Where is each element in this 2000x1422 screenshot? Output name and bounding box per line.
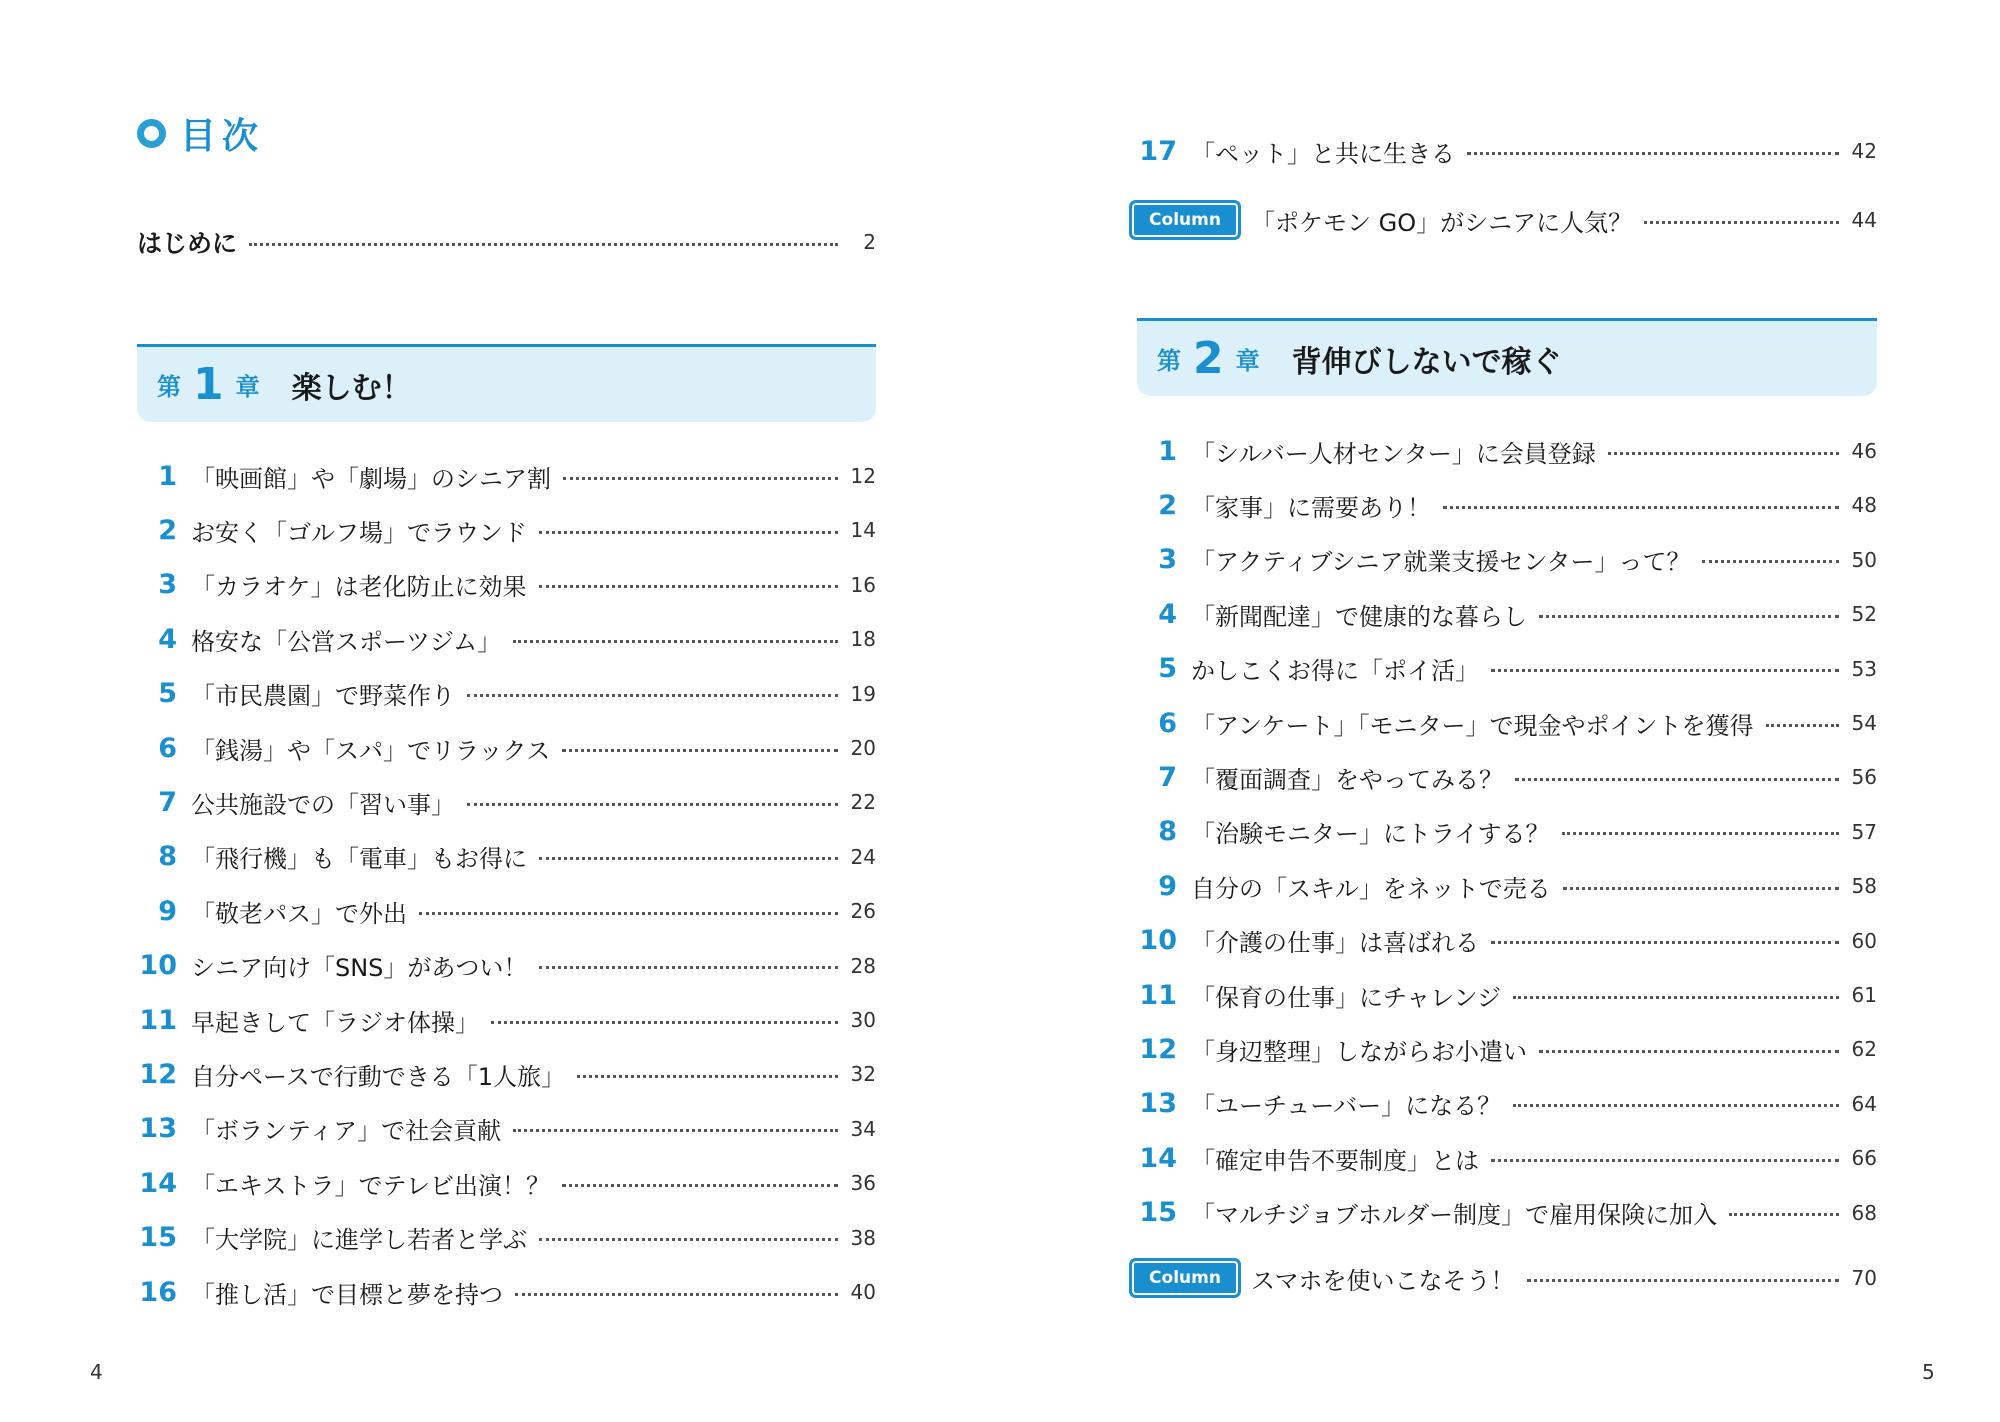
chapter-sho: 章 (235, 373, 260, 401)
leader-dots (1644, 221, 1839, 224)
leader-dots (513, 1129, 838, 1132)
leader-dots (419, 912, 838, 915)
entry-title: 「映画館」や「劇場」のシニア割 (191, 464, 551, 493)
leader-dots (562, 749, 838, 752)
entry-title: 「確定申告不要制度」とは (1191, 1146, 1479, 1175)
entry-title: 「大学院」に進学し若者と学ぶ (191, 1226, 527, 1255)
entry-title: 格安な「公営スポーツジム」 (191, 627, 502, 656)
entry-number: 7 (158, 786, 177, 818)
leader-dots (1515, 778, 1839, 781)
entry-page: 42 (1851, 139, 1877, 163)
entry-title: 「敬老パス」で外出 (191, 899, 407, 928)
toc-entry[interactable] (1137, 1138, 1877, 1178)
entry-number: 11 (139, 1004, 177, 1036)
entry-number: 9 (158, 895, 177, 927)
toc-entry[interactable] (137, 510, 876, 550)
entry-title: 「カラオケ」は老化防止に効果 (191, 573, 527, 602)
entry-number: 1 (158, 460, 177, 492)
entry-title: 公共施設での「習い事」 (191, 790, 455, 819)
entry-page: 30 (850, 1008, 876, 1032)
entry-page: 22 (850, 790, 876, 815)
entry-page: 20 (850, 736, 876, 760)
chapter-dai: 第 (1157, 347, 1181, 375)
entry-number: 4 (158, 623, 177, 655)
column-entry-2[interactable] (1137, 1258, 1877, 1298)
toc-entry[interactable] (1137, 921, 1877, 961)
entry-page: 57 (1851, 819, 1877, 844)
entry-page: 56 (1851, 765, 1877, 790)
toc-entry[interactable] (1137, 703, 1877, 743)
chapter-1-header (137, 344, 876, 422)
entry-page: 2 (863, 230, 876, 254)
entry-title: 「ペット」と共に生きる (1191, 139, 1455, 168)
entry-title: スマホを使いこなそう！ (1251, 1266, 1515, 1295)
entry-number: 4 (1158, 598, 1177, 630)
entry-page: 61 (1851, 983, 1877, 1007)
entry-number: 5 (158, 678, 177, 710)
entry-page: 64 (1851, 1091, 1877, 1116)
toc-entry[interactable] (137, 891, 876, 931)
chapter-number: 1 (193, 359, 224, 410)
entry-page: 54 (1851, 711, 1877, 735)
leader-dots (539, 531, 838, 534)
entry-page: 14 (850, 518, 876, 543)
toc-entry[interactable] (137, 1054, 876, 1094)
entry-title: 「マルチジョブホルダー制度」で雇用保険に加入 (1191, 1201, 1718, 1230)
toc-entry[interactable] (137, 1109, 876, 1149)
entry-number: 6 (1158, 707, 1177, 739)
chapter-title: 背伸びしないで稼ぐ (1291, 344, 1562, 380)
leader-dots (1513, 996, 1839, 999)
entry-number: 5 (1158, 653, 1177, 685)
entry-title: 「ユーチューバー」になる？ (1191, 1092, 1502, 1121)
toc-heading-text: 目次 (180, 116, 265, 157)
toc-entry[interactable] (1137, 1193, 1877, 1233)
entry-title: 「市民農園」で野菜作り (191, 682, 455, 711)
entry-number: 7 (1158, 761, 1177, 793)
entry-page: 12 (850, 464, 876, 488)
toc-entry[interactable] (1137, 975, 1877, 1015)
entry-title: 自分の「スキル」をネットで売る (1191, 874, 1551, 903)
entry-page: 68 (1851, 1200, 1877, 1225)
entry-title: 「ボランティア」で社会貢献 (191, 1117, 502, 1146)
entry-page: 50 (1851, 547, 1877, 572)
leader-dots (249, 243, 838, 246)
entry-title: 「アンケート」「モニター」で現金やポイントを獲得 (1191, 711, 1754, 740)
entry-page: 38 (850, 1225, 876, 1250)
leader-dots (1527, 1279, 1839, 1282)
entry-page: 18 (850, 627, 876, 652)
toc-entry[interactable] (1137, 431, 1877, 471)
entry-page: 24 (850, 844, 876, 869)
entry-title: 「銭湯」や「スパ」でリラックス (191, 736, 551, 765)
toc-entry[interactable] (137, 619, 876, 659)
entry-page: 32 (850, 1062, 876, 1087)
entry-number: 2 (1158, 489, 1177, 521)
leader-dots (562, 1184, 838, 1187)
chapter-2-header (1137, 318, 1877, 396)
entry-number: 15 (1139, 1197, 1177, 1229)
entry-number: 14 (1139, 1142, 1177, 1174)
entry-title: 「推し活」で目標と夢を持つ (191, 1280, 503, 1309)
entry-title: 「アクティブシニア就業支援センター」って？ (1191, 548, 1691, 577)
entry-title: はじめに (137, 229, 238, 258)
leader-dots (539, 585, 838, 588)
entry-page: 53 (1851, 656, 1877, 681)
toc-entry[interactable] (137, 782, 876, 822)
toc-entry[interactable] (1137, 485, 1877, 525)
right-page (1000, 0, 2000, 1422)
toc-entry[interactable] (137, 1163, 876, 1203)
entry-title: 「飛行機」も「電車」もお得に (191, 845, 527, 874)
toc-entry[interactable] (137, 565, 876, 605)
leader-dots (1563, 887, 1839, 890)
entry-title: 「新聞配達」で健康的な暮らし (1191, 602, 1527, 631)
entry-page: 26 (850, 899, 876, 924)
leader-dots (1443, 506, 1839, 509)
entry-number: 17 (1139, 135, 1177, 167)
entry-title: 「シルバー人材センター」に会員登録 (1191, 439, 1596, 468)
entry-number: 13 (1139, 1088, 1177, 1120)
toc-entry[interactable] (1137, 812, 1877, 852)
entry-number: 14 (139, 1167, 177, 1199)
entry-number: 1 (1158, 435, 1177, 467)
entry-page: 62 (1851, 1037, 1877, 1062)
leader-dots (1729, 1213, 1839, 1216)
leader-dots (1608, 452, 1839, 455)
entry-number: 8 (1158, 816, 1177, 848)
toc-entry-intro[interactable] (137, 222, 876, 262)
leader-dots (539, 1238, 838, 1241)
toc-entry[interactable] (1137, 866, 1877, 906)
column-badge: Column (1129, 1258, 1241, 1298)
leader-dots (1562, 832, 1839, 835)
entry-page: 40 (850, 1280, 876, 1304)
ring-icon (137, 119, 166, 148)
entry-title: 早起きして「ラジオ体操」 (191, 1008, 479, 1037)
toc-entry[interactable] (137, 456, 876, 496)
toc-entry[interactable] (137, 1272, 876, 1312)
entry-page: 58 (1851, 874, 1877, 899)
entry-page: 44 (1851, 208, 1877, 232)
entry-page: 66 (1851, 1146, 1877, 1171)
entry-page: 36 (850, 1171, 876, 1196)
toc-entry[interactable] (1137, 594, 1877, 634)
entry-page: 19 (850, 681, 876, 706)
entry-page: 60 (1851, 928, 1877, 953)
toc-heading (137, 108, 264, 159)
leader-dots (1766, 724, 1839, 727)
toc-entry[interactable] (1137, 649, 1877, 689)
entry-title: 自分ペースで行動できる「1人旅」 (191, 1062, 566, 1091)
entry-title: 「治験モニター」にトライする？ (1191, 820, 1550, 849)
entry-number: 11 (1139, 979, 1177, 1011)
entry-title: 「身辺整理」しながらお小遣い (1191, 1037, 1527, 1066)
entry-title: お安く「ゴルフ場」でラウンド (191, 518, 527, 547)
leader-dots (513, 640, 838, 643)
leader-dots (563, 477, 838, 480)
entry-number: 10 (139, 950, 177, 982)
leader-dots (1513, 1104, 1839, 1107)
leader-dots (1491, 941, 1839, 944)
entry-title: 「エキストラ」でテレビ出演！？ (191, 1171, 551, 1200)
entry-title: 「覆面調査」をやってみる？ (1191, 765, 1503, 794)
toc-entry[interactable] (1137, 757, 1877, 797)
chapter-title: 楽しむ！ (291, 370, 412, 406)
leader-dots (539, 966, 838, 969)
column-badge: Column (1129, 200, 1241, 240)
toc-entry[interactable] (137, 1218, 876, 1258)
leader-dots (1702, 560, 1839, 563)
entry-number: 10 (1139, 925, 1177, 957)
entry-title: 「ポケモン GO」がシニアに人気？ (1251, 208, 1633, 237)
toc-entry[interactable] (137, 837, 876, 877)
entry-title: かしこくお得に「ポイ活」 (1191, 657, 1479, 686)
chapter-dai: 第 (157, 373, 181, 401)
entry-page: 46 (1851, 439, 1877, 463)
column-entry-1[interactable] (1137, 200, 1877, 240)
leader-dots (1467, 152, 1839, 155)
toc-entry[interactable] (1137, 131, 1877, 171)
entry-page: 52 (1851, 602, 1877, 627)
entry-number: 8 (158, 841, 177, 873)
chapter-sho: 章 (1235, 347, 1260, 375)
entry-title: 「介護の仕事」は喜ばれる (1191, 929, 1479, 958)
toc-entry[interactable] (137, 674, 876, 714)
leader-dots (539, 857, 838, 860)
page-number-right: 5 (1922, 1360, 1935, 1384)
chapter-number: 2 (1193, 333, 1224, 384)
entry-page: 28 (850, 953, 876, 978)
entry-title: 「保育の仕事」にチャレンジ (1191, 983, 1502, 1012)
leader-dots (1491, 669, 1839, 672)
leader-dots (577, 1075, 838, 1078)
toc-entry[interactable] (137, 1000, 876, 1040)
entry-title: シニア向け「SNS」があつい！ (191, 954, 528, 983)
entry-number: 12 (1139, 1033, 1177, 1065)
toc-entry[interactable] (1137, 540, 1877, 580)
entry-number: 13 (139, 1113, 177, 1145)
page-number-left: 4 (90, 1360, 103, 1384)
entry-page: 70 (1851, 1266, 1877, 1290)
toc-entry[interactable] (1137, 1029, 1877, 1069)
leader-dots (491, 1021, 838, 1024)
leader-dots (1491, 1159, 1839, 1162)
leader-dots (1539, 1050, 1839, 1053)
toc-entry[interactable] (137, 946, 876, 986)
leader-dots (467, 803, 838, 806)
leader-dots (1539, 615, 1839, 618)
entry-page: 48 (1851, 493, 1877, 518)
entry-number: 9 (1158, 870, 1177, 902)
entry-title: 「家事」に需要あり！ (1191, 493, 1431, 522)
entry-number: 6 (158, 732, 177, 764)
entry-number: 3 (158, 569, 177, 601)
entry-page: 16 (850, 572, 876, 597)
toc-entry[interactable] (137, 728, 876, 768)
toc-entry[interactable] (1137, 1084, 1877, 1124)
leader-dots (515, 1293, 838, 1296)
entry-number: 12 (139, 1058, 177, 1090)
entry-number: 15 (139, 1222, 177, 1254)
entry-page: 34 (850, 1116, 876, 1141)
entry-number: 16 (139, 1276, 177, 1308)
leader-dots (467, 694, 838, 697)
entry-number: 2 (158, 514, 177, 546)
entry-number: 3 (1158, 544, 1177, 576)
